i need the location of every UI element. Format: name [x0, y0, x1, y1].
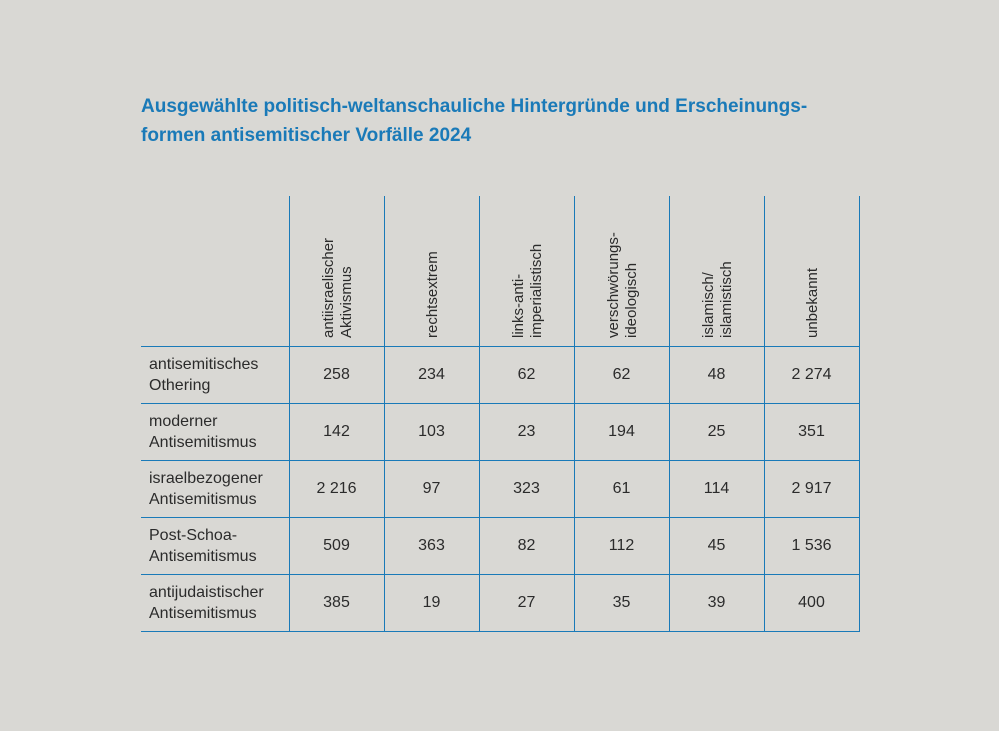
- table-cell: 2 274: [764, 347, 859, 404]
- column-header-rotated: [765, 188, 860, 338]
- table-cell: 23: [479, 404, 574, 461]
- data-table: [141, 196, 860, 632]
- table-cell: 2 917: [764, 461, 859, 518]
- table-cell: 25: [669, 404, 764, 461]
- column-header-rotated: [480, 188, 575, 338]
- column-header-label: verschwörungs- ideologisch: [604, 232, 639, 338]
- row-header: Post-Schoa- Antisemitismus: [141, 518, 289, 575]
- table-cell: 45: [669, 518, 764, 575]
- column-header-rotated: [385, 188, 480, 338]
- table-row: [141, 518, 859, 575]
- table-cell: 112: [574, 518, 669, 575]
- column-header: [574, 196, 669, 347]
- row-header: antijudaistischer Antisemitismus: [141, 575, 289, 632]
- row-header: antisemitisches Othering: [141, 347, 289, 404]
- row-header: israelbezogener Antisemitismus: [141, 461, 289, 518]
- table-cell: 61: [574, 461, 669, 518]
- table-cell: 82: [479, 518, 574, 575]
- table-row: [141, 404, 859, 461]
- table-cell: 103: [384, 404, 479, 461]
- column-header-rotated: [575, 188, 670, 338]
- table-cell: 509: [289, 518, 384, 575]
- table-cell: 27: [479, 575, 574, 632]
- column-header: [764, 196, 859, 347]
- table-cell: 1 536: [764, 518, 859, 575]
- column-header-label: links-anti- imperialistisch: [509, 243, 544, 338]
- table-cell: 258: [289, 347, 384, 404]
- column-header: [384, 196, 479, 347]
- table-cell: 363: [384, 518, 479, 575]
- table-cell: 194: [574, 404, 669, 461]
- table-cell: 62: [479, 347, 574, 404]
- table-cell: 234: [384, 347, 479, 404]
- table-cell: 48: [669, 347, 764, 404]
- column-header-label: antiisraelischer Aktivismus: [319, 237, 354, 338]
- table-cell: 400: [764, 575, 859, 632]
- column-header-label: unbekannt: [803, 267, 820, 338]
- column-header-rotated: [290, 188, 385, 338]
- table-row: [141, 461, 859, 518]
- column-header-label: islamisch/ islamistisch: [699, 261, 734, 338]
- corner-cell: [141, 196, 289, 347]
- header-row: [141, 196, 859, 347]
- table-cell: 2 216: [289, 461, 384, 518]
- table-cell: 19: [384, 575, 479, 632]
- column-header-rotated: [670, 188, 765, 338]
- table-cell: 39: [669, 575, 764, 632]
- table-cell: 323: [479, 461, 574, 518]
- table-cell: 97: [384, 461, 479, 518]
- column-header: [289, 196, 384, 347]
- table-cell: 351: [764, 404, 859, 461]
- chart-title: Ausgewählte politisch-weltanschauliche Hintergründe und Erscheinungs- formen antisemitischer Vorfälle 2024: [141, 96, 808, 146]
- table-cell: 35: [574, 575, 669, 632]
- row-header: moderner Antisemitismus: [141, 404, 289, 461]
- table-cell: 385: [289, 575, 384, 632]
- table-cell: 62: [574, 347, 669, 404]
- table-cell: 114: [669, 461, 764, 518]
- table-row: [141, 575, 859, 632]
- column-header: [669, 196, 764, 347]
- table-cell: 142: [289, 404, 384, 461]
- table-row: [141, 347, 859, 404]
- column-header-label: rechtsextrem: [423, 251, 440, 338]
- column-header: [479, 196, 574, 347]
